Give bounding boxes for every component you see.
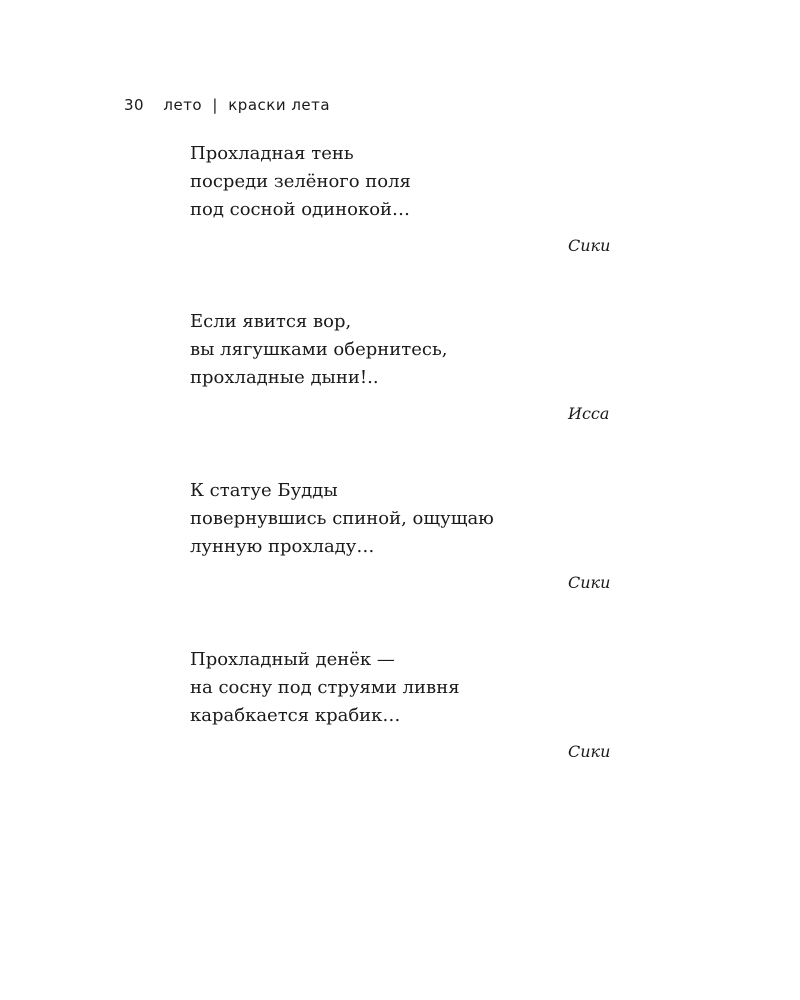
poem-line: Прохладный денёк — xyxy=(190,649,395,670)
page-number: 30 xyxy=(124,96,145,114)
poem-author: Исса xyxy=(568,404,610,423)
poem-author: Сики xyxy=(568,236,611,255)
haiku-4 xyxy=(190,646,620,761)
poem-line: Прохладная тень xyxy=(190,143,354,164)
poem-author: Сики xyxy=(568,742,611,761)
poem-line: Если явится вор, xyxy=(190,311,352,332)
chapter-title: краски лета xyxy=(228,96,331,114)
haiku-2 xyxy=(190,308,620,423)
poem-line: лунную прохладу… xyxy=(190,536,375,557)
haiku-1 xyxy=(190,140,620,255)
poem-line: на сосну под струями ливня xyxy=(190,677,460,698)
poem-line: вы лягушками обернитесь, xyxy=(190,339,448,360)
poem-line: прохладные дыни!.. xyxy=(190,367,379,388)
poem-line: под сосной одинокой… xyxy=(190,199,411,220)
poem-line: карабкается крабик… xyxy=(190,705,401,726)
poem-line: посреди зелёного поля xyxy=(190,171,411,192)
haiku-3 xyxy=(190,477,620,592)
poem-line: К статуе Будды xyxy=(190,480,338,501)
section-title: лето xyxy=(163,96,203,114)
poem-line: повернувшись спиной, ощущаю xyxy=(190,508,494,529)
running-head xyxy=(124,94,330,116)
header-separator: | xyxy=(212,96,218,114)
poem-author: Сики xyxy=(568,573,611,592)
